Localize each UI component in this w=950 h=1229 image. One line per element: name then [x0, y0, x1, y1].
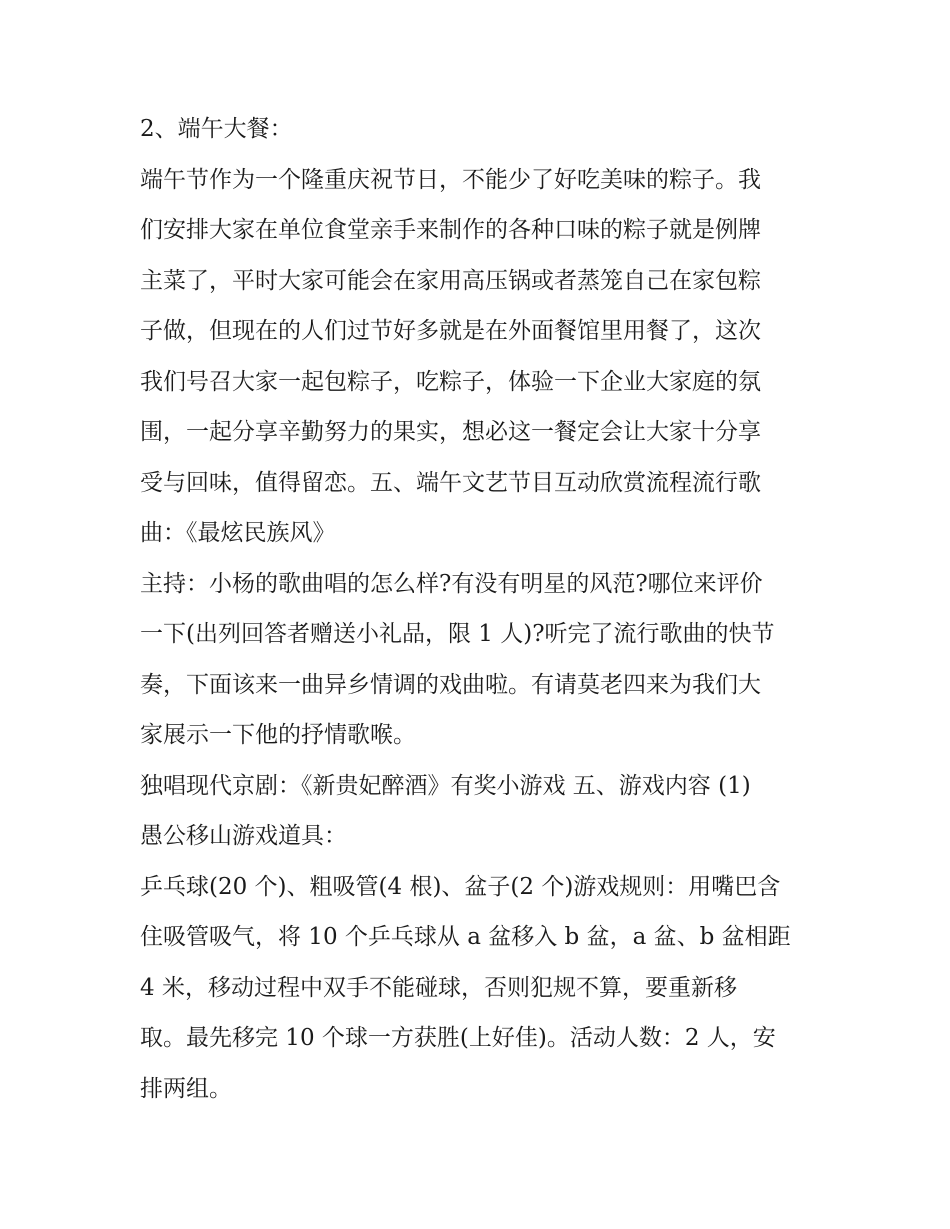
document-body [140, 104, 812, 1114]
paragraph-line: 家展示一下他的抒情歌喉。 [140, 722, 416, 748]
paragraph-line: 独唱现代京剧：《新贵妃醉酒》有奖小游戏 五、游戏内容 (1) [140, 772, 751, 799]
paragraph-line: 们安排大家在单位食堂亲手来制作的各种口味的粽子就是例牌 [140, 217, 761, 243]
paragraph-line: 我们号召大家一起包粽子，吃粽子，体验一下企业大家庭的氛 [140, 368, 761, 395]
paragraph-line: 主菜了，平时大家可能会在家用高压锅或者蒸笼自己在家包粽 [140, 267, 761, 294]
paragraph-line: 围，一起分享辛勤努力的果实，想必这一餐定会让大家十分享 [140, 419, 761, 445]
paragraph-line: 一下(出列回答者赠送小礼品，限 1 人)?听完了流行歌曲的快节 [140, 621, 775, 647]
section-heading: 2、端午大餐： [140, 116, 293, 142]
paragraph-line: 愚公移山游戏道具： [140, 823, 347, 849]
paragraph-line: 住吸管吸气，将 10 个乒乓球从 a 盆移入 b 盆，a 盆、b 盆相距 [140, 924, 791, 950]
paragraph-line: 奏，下面该来一曲异乡情调的戏曲啦。有请莫老四来为我们大 [140, 671, 761, 698]
paragraph-line: 子做，但现在的人们过节好多就是在外面餐馆里用餐了，这次 [140, 318, 761, 344]
paragraph-line: 4 米，移动过程中双手不能碰球，否则犯规不算，要重新移 [140, 974, 737, 1001]
paragraph-line: 受与回味，值得留恋。五、端午文艺节目互动欣赏流程流行歌 [140, 469, 761, 496]
paragraph-line: 主持：小杨的歌曲唱的怎么样?有没有明星的风范?哪位来评价 [140, 570, 763, 597]
paragraph-line: 取。最先移完 10 个球一方获胜(上好佳)。活动人数：2 人，安 [140, 1025, 776, 1051]
paragraph-line: 排两组。 [140, 1075, 232, 1102]
paragraph-line: 曲：《最炫民族风》 [140, 520, 336, 546]
paragraph-line: 乒乓球(20 个)、粗吸管(4 根)、盆子(2 个)游戏规则：用嘴巴含 [140, 873, 781, 900]
paragraph-line: 端午节作为一个隆重庆祝节日，不能少了好吃美味的粽子。我 [140, 166, 761, 193]
